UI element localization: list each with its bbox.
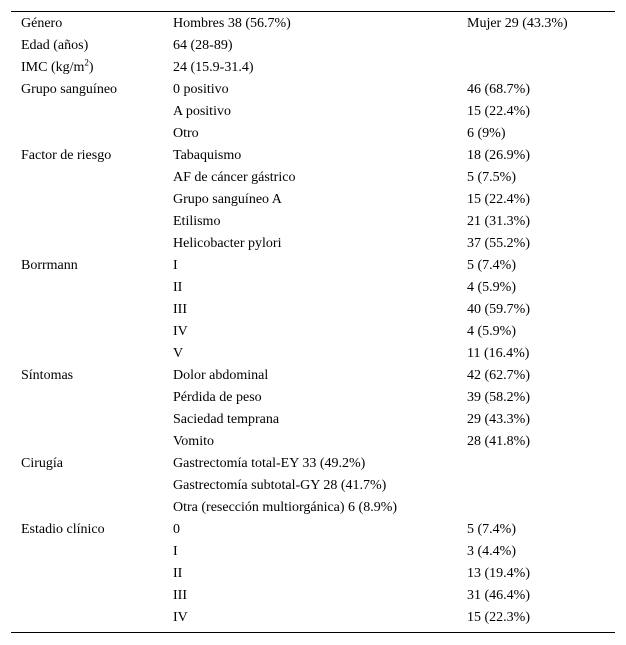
row-label: [11, 189, 173, 211]
table-row: [11, 607, 615, 629]
row-item: V: [173, 346, 184, 361]
characteristics-table: [11, 11, 615, 633]
row-item: Saciedad temprana: [173, 412, 280, 427]
row-item: Etilismo: [173, 214, 221, 229]
table-row: [11, 541, 615, 563]
row-item: 64 (28-89): [173, 38, 233, 53]
table-row: [11, 13, 615, 35]
table-row: [11, 475, 615, 497]
row-label: [11, 101, 173, 123]
row-value: 4 (5.9%): [467, 324, 516, 339]
table-row: [11, 255, 615, 277]
row-label-text: IMC (kg/m: [21, 60, 85, 75]
table-body: [11, 13, 615, 629]
row-item: Grupo sanguíneo A: [173, 192, 282, 207]
table-row: [11, 211, 615, 233]
row-value: 15 (22.4%): [467, 192, 530, 207]
row-item: Tabaquismo: [173, 148, 242, 163]
row-value: 3 (4.4%): [467, 544, 516, 559]
row-value: 18 (26.9%): [467, 148, 530, 163]
row-item: II: [173, 566, 183, 581]
table-row: [11, 189, 615, 211]
row-item: Hombres 38 (56.7%): [173, 16, 291, 31]
table-row: [11, 299, 615, 321]
row-item: Vomito: [173, 434, 214, 449]
row-label: [11, 167, 173, 189]
row-value: 5 (7.4%): [467, 258, 516, 273]
row-value: 5 (7.5%): [467, 170, 516, 185]
row-item: Dolor abdominal: [173, 368, 269, 383]
table-row: [11, 79, 615, 101]
row-label: Síntomas: [21, 368, 74, 383]
row-value: 42 (62.7%): [467, 368, 530, 383]
row-item: Otra (resección multiorgánica) 6 (8.9%): [173, 500, 398, 515]
row-value: 37 (55.2%): [467, 236, 530, 251]
row-label: [11, 277, 173, 299]
data-table: [11, 13, 615, 629]
row-value: [467, 35, 615, 57]
row-value: 15 (22.4%): [467, 104, 530, 119]
table-row: [11, 409, 615, 431]
row-value: 39 (58.2%): [467, 390, 530, 405]
row-label: [11, 57, 173, 79]
row-label: [11, 607, 173, 629]
row-label: [11, 475, 173, 497]
row-item: I: [173, 258, 178, 273]
row-value: Mujer 29 (43.3%): [467, 16, 568, 31]
row-label: Estadio clínico: [21, 522, 105, 537]
row-item: III: [173, 588, 187, 603]
row-value: [467, 57, 615, 79]
row-value: 5 (7.4%): [467, 522, 516, 537]
row-item: 0: [173, 522, 180, 537]
row-label-suffix: ): [88, 60, 94, 75]
row-item: I: [173, 544, 178, 559]
row-label: [11, 563, 173, 585]
row-value: 46 (68.7%): [467, 82, 530, 97]
row-item: A positivo: [173, 104, 231, 119]
row-label: [11, 541, 173, 563]
row-label: [11, 299, 173, 321]
table-row: [11, 365, 615, 387]
row-value: 28 (41.8%): [467, 434, 530, 449]
table-row: [11, 453, 615, 475]
row-label: [11, 211, 173, 233]
row-label: Borrmann: [21, 258, 78, 273]
row-item: 0 positivo: [173, 82, 229, 97]
row-label: [11, 233, 173, 255]
row-value: 21 (31.3%): [467, 214, 530, 229]
row-value: [467, 497, 615, 519]
row-label: Grupo sanguíneo: [21, 82, 118, 97]
row-item: AF de cáncer gástrico: [173, 170, 296, 185]
row-label-superscript: 2: [84, 57, 89, 68]
row-value: 40 (59.7%): [467, 302, 530, 317]
table-row: [11, 497, 615, 519]
row-label: [11, 321, 173, 343]
row-item: Pérdida de peso: [173, 390, 262, 405]
table-row: [11, 123, 615, 145]
row-value: 4 (5.9%): [467, 280, 516, 295]
row-label: [11, 497, 173, 519]
table-row: [11, 35, 615, 57]
row-value: 13 (19.4%): [467, 566, 530, 581]
row-item: 24 (15.9-31.4): [173, 60, 254, 75]
row-value: 29 (43.3%): [467, 412, 530, 427]
row-item: Helicobacter pylori: [173, 236, 282, 251]
row-label: Factor de riesgo: [21, 148, 112, 163]
table-row: [11, 387, 615, 409]
row-label: Género: [21, 16, 63, 31]
row-item: IV: [173, 324, 188, 339]
row-value: 15 (22.3%): [467, 610, 530, 625]
table-row: [11, 585, 615, 607]
row-label: [11, 431, 173, 453]
table-row: [11, 277, 615, 299]
table-row: [11, 343, 615, 365]
table-row: [11, 57, 615, 79]
row-item: II: [173, 280, 183, 295]
table-row: [11, 519, 615, 541]
row-item: IV: [173, 610, 188, 625]
row-item: III: [173, 302, 187, 317]
row-value: 6 (9%): [467, 126, 506, 141]
row-value: 31 (46.4%): [467, 588, 530, 603]
row-value: [467, 475, 615, 497]
row-item: Gastrectomía subtotal-GY 28 (41.7%): [173, 478, 387, 493]
row-item: Gastrectomía total-EY 33 (49.2%): [173, 456, 366, 471]
row-item: Otro: [173, 126, 199, 141]
row-value: 11 (16.4%): [467, 346, 530, 361]
row-label: Edad (años): [21, 38, 89, 53]
row-label: [11, 387, 173, 409]
row-label: [11, 123, 173, 145]
table-row: [11, 233, 615, 255]
table-row: [11, 563, 615, 585]
table-row: [11, 431, 615, 453]
row-value: [467, 453, 615, 475]
table-row: [11, 321, 615, 343]
table-row: [11, 145, 615, 167]
row-label: [11, 343, 173, 365]
row-label: [11, 585, 173, 607]
row-label: [11, 409, 173, 431]
table-row: [11, 167, 615, 189]
table-row: [11, 101, 615, 123]
row-label: Cirugía: [21, 456, 63, 471]
